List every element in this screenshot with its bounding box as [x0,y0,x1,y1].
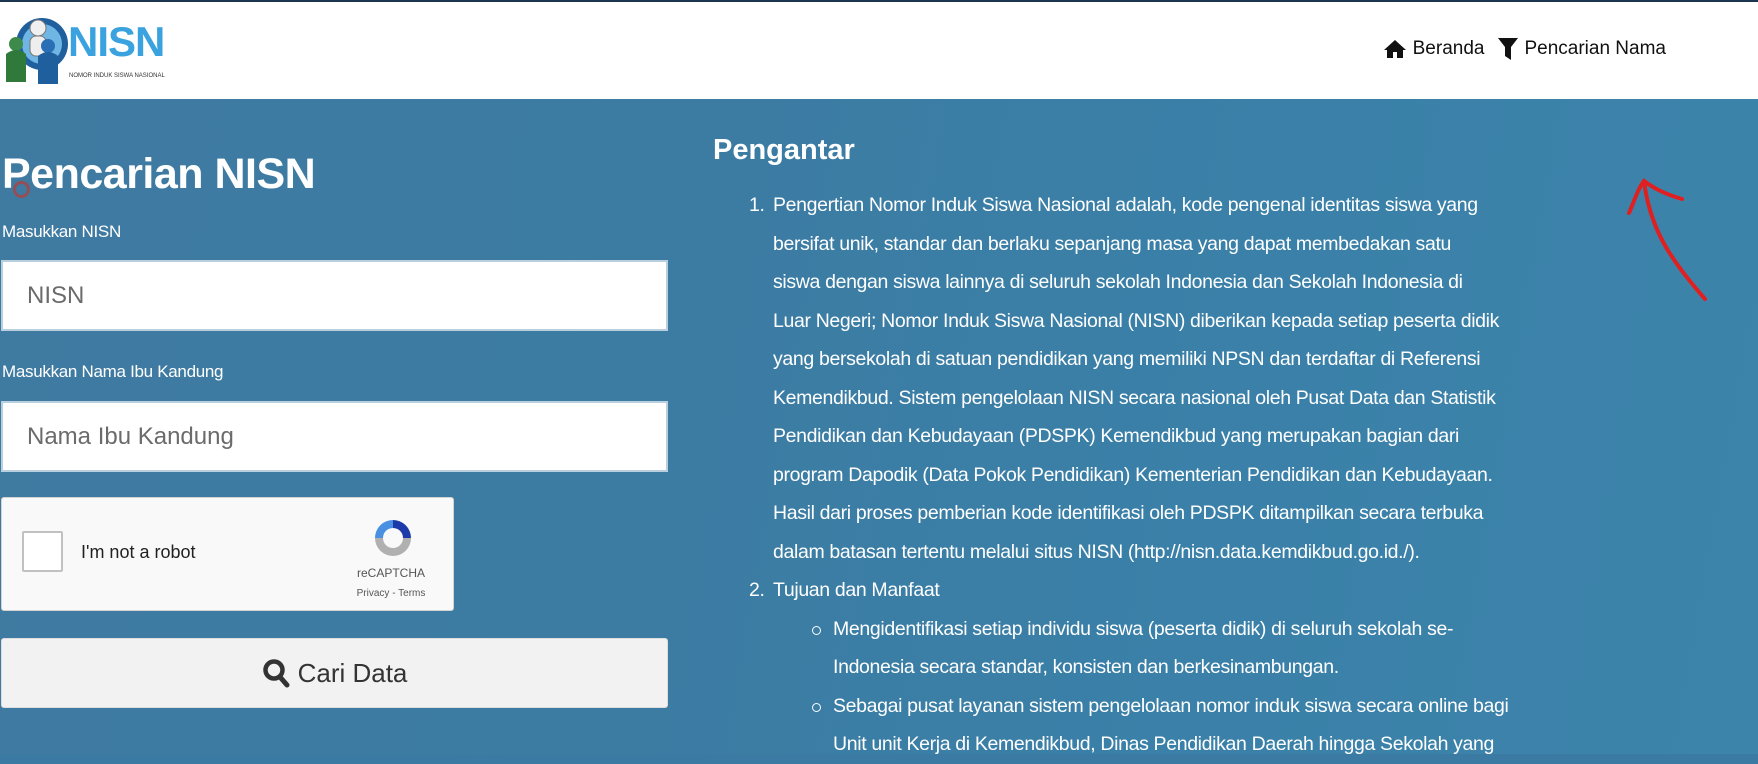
line-text: program Dapodik (Data Pokok Pendidikan) Kementerian Pendidikan dan Kebudayaan. [773,463,1493,486]
cursor-indicator [13,181,30,198]
bullet-line [749,610,1509,649]
recaptcha-widget [1,497,454,611]
item-number: 2. [749,579,765,601]
intro-item-1-line [749,302,1509,341]
circle-bullet-icon [812,703,821,712]
bullet-text: Unit unit Kerja di Kemendikbud, Dinas Pendidikan Daerah hingga Sekolah yang [833,733,1495,755]
logo-people-icon [2,14,68,86]
line-text: yang bersekolah di satuan pendidikan yang memiliki NPSN dan terdaftar di Referensi [773,348,1481,370]
logo-title: NISN [68,18,165,65]
item-number: 1. [749,194,765,216]
intro-item-1-line [749,340,1509,379]
mother-name-label: Masukkan Nama Ibu Kandung [2,362,224,381]
intro-item-1-line [749,379,1509,418]
line-text: Luar Negeri; Nomor Induk Siswa Nasional (NISN) diberikan kepada setiap peserta didik [773,309,1500,332]
filter-icon [1498,38,1518,60]
bullet-line [749,687,1509,726]
intro-title: Pengantar [713,134,855,166]
search-button-label: Cari Data [297,657,408,688]
intro-item-1-line [749,263,1509,302]
nav-beranda-label: Beranda [1412,38,1485,59]
intro-item-2-bullets [749,610,1509,764]
nav-beranda[interactable] [1383,38,1485,60]
intro-item-1-line [749,417,1509,456]
intro-item-2 [749,571,1509,610]
recaptcha-label: I'm not a robot [81,542,196,562]
intro-item-1-line [749,494,1509,533]
search-button[interactable] [1,638,668,708]
intro-item-1-line [749,186,1509,225]
main-content [0,99,1758,754]
site-header [0,2,1758,99]
intro-item-1-line [749,533,1509,572]
home-icon [1383,39,1407,59]
line-text: siswa dengan siswa lainnya di seluruh sekolah Indonesia dan Sekolah Indonesia di [773,271,1463,293]
nav-pencarian-nama-label: Pencarian Nama [1524,38,1666,59]
recaptcha-brand: reCAPTCHA [356,566,425,580]
logo-subtitle: NOMOR INDUK SISWA NASIONAL [69,73,165,79]
nisn-input[interactable]: NISN [1,260,668,331]
nisn-label: Masukkan NISN [2,222,121,241]
recaptcha-logo-icon [371,516,415,560]
recaptcha-checkbox[interactable] [22,531,63,572]
bullet-text: Sebagai pusat layanan sistem pengelolaan nomor induk siswa secara online bagi [833,694,1509,717]
line-text: Kemendikbud. Sistem pengelolaan NISN secara nasional oleh Pusat Data dan Statistik [773,386,1496,409]
intro-item-1-line [749,225,1509,264]
line-text: dalam batasan tertentu melalui situs NISN (http://nisn.data.kemdikbud.go.id./). [773,540,1420,563]
intro-item-1-line [749,456,1509,495]
annotation-arrow-icon [1580,169,1710,309]
recaptcha-links[interactable]: Privacy - Terms [356,588,426,599]
line-text: Pendidikan dan Kebudayaan (PDSPK) Kemendikbud yang merupakan bagian dari [773,425,1459,447]
search-icon [262,658,290,688]
intro-item-1 [749,186,1509,571]
circle-bullet-icon [812,626,821,635]
bullet-line [749,725,1509,764]
bullet-text: Mengidentifikasi setiap individu siswa (peserta didik) di seluruh sekolah se- [833,617,1454,640]
line-text: bersifat unik, standar dan berlaku sepanjang masa yang dapat membedakan satu [773,232,1452,255]
main-nav [1383,38,1666,60]
page-title: Pencarian NISN [2,150,316,198]
intro-item-2-title: Tujuan dan Manfaat [773,579,940,601]
line-text: Pengertian Nomor Induk Siswa Nasional adalah, kode pengenal identitas siswa yang [773,194,1478,216]
mother-name-input[interactable]: Nama Ibu Kandung [1,401,668,472]
line-text: Hasil dari proses pemberian kode identifikasi oleh PDSPK ditampilkan secara terbuka [773,502,1484,524]
intro-list [749,186,1509,764]
bullet-line [749,648,1509,687]
nav-pencarian-nama[interactable] [1498,38,1666,60]
bullet-text: Indonesia secara standar, konsisten dan berkesinambungan. [833,656,1339,678]
nisn-logo[interactable] [2,14,172,86]
